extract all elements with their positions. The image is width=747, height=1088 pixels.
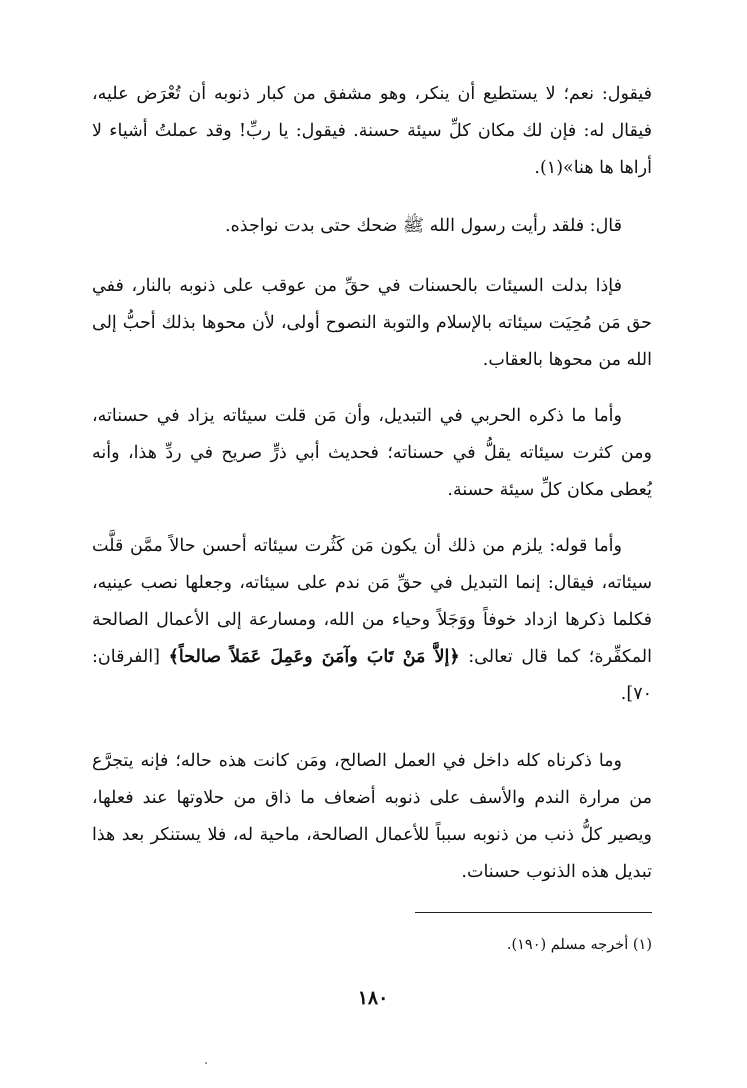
paragraph-hadith-continuation: فيقول: نعم؛ لا يستطيع أن ينكر، وهو مشفق من كبار ذنوبه أن تُعْرَض عليه، فيقال له: فإن لك مكان كلِّ سيئة حسنة. فيقول: يا ربِّ! وقد عملتُ أشياء لا أراها ها هنا»(١). xyxy=(92,84,652,178)
paragraph-conclusion: وما ذكرناه كله داخل في العمل الصالح، ومَن كانت هذه حاله؛ فإنه يتجرَّع من مرارة الندم والأسف على ذنوبه أضعاف ما ذاق من حلاوتها عند فعلها، ويصير كلُّ ذنب من ذنوبه سبباً للأعمال الصالحة، ماحية له، فلا يستنكر بعد هذا تبديل هذه الذنوب حسنات. xyxy=(92,751,652,882)
footnote: (١) أخرجه مسلم (١٩٠). xyxy=(506,937,652,953)
rebuttal-text: وأما قوله: يلزم من ذلك أن يكون مَن كَثُرت سيئاته أحسن حالاً ممَّن قلَّت سيئاته، فيقال: إنما التبديل في حقِّ مَن ندم على سيئاته، وجعلها نصب عينيه، فكلما ذكرها ازداد خوفاً ووَجَلاً وحياء من الله، ومسارعة إلى الأعمال الصالحة المكفِّرة؛ كما قال تعالى: xyxy=(92,536,653,667)
paragraph-sins-replaced: فإذا بدلت السيئات بالحسنات في حقِّ من عوقب على ذنوبه بالنار، ففي حق مَن مُحِيَت سيئاته بالإسلام والتوبة النصوح أولى، لأن محوها بذلك أحبُّ إلى الله من محوها بالعقاب. xyxy=(92,276,652,370)
quran-verse: ﴿إلاَّ مَنْ تَابَ وآمَنَ وعَمِلَ عَمَلاً صالحاً﴾ xyxy=(168,647,460,667)
paragraph-rebuttal xyxy=(92,528,652,713)
page-number: ١٨٠ xyxy=(357,987,389,1009)
scan-speck xyxy=(205,1062,207,1064)
verse-reference: [الفرقان: ٧٠]. xyxy=(92,647,652,704)
footnote-divider xyxy=(415,912,652,913)
paragraph-harbi-opinion: وأما ما ذكره الحربي في التبديل، وأن مَن قلت سيئاته يزاد في حسناته، ومن كثرت سيئاته يقلُّ في حسناته؛ فحديث أبي ذرٍّ صريح في ردِّ هذا، وأنه يُعطى مكان كلِّ سيئة حسنة. xyxy=(92,406,652,500)
paragraph-prophet-laughed: قال: فلقد رأيت رسول الله ﷺ ضحك حتى بدت نواجذه. xyxy=(225,216,622,236)
